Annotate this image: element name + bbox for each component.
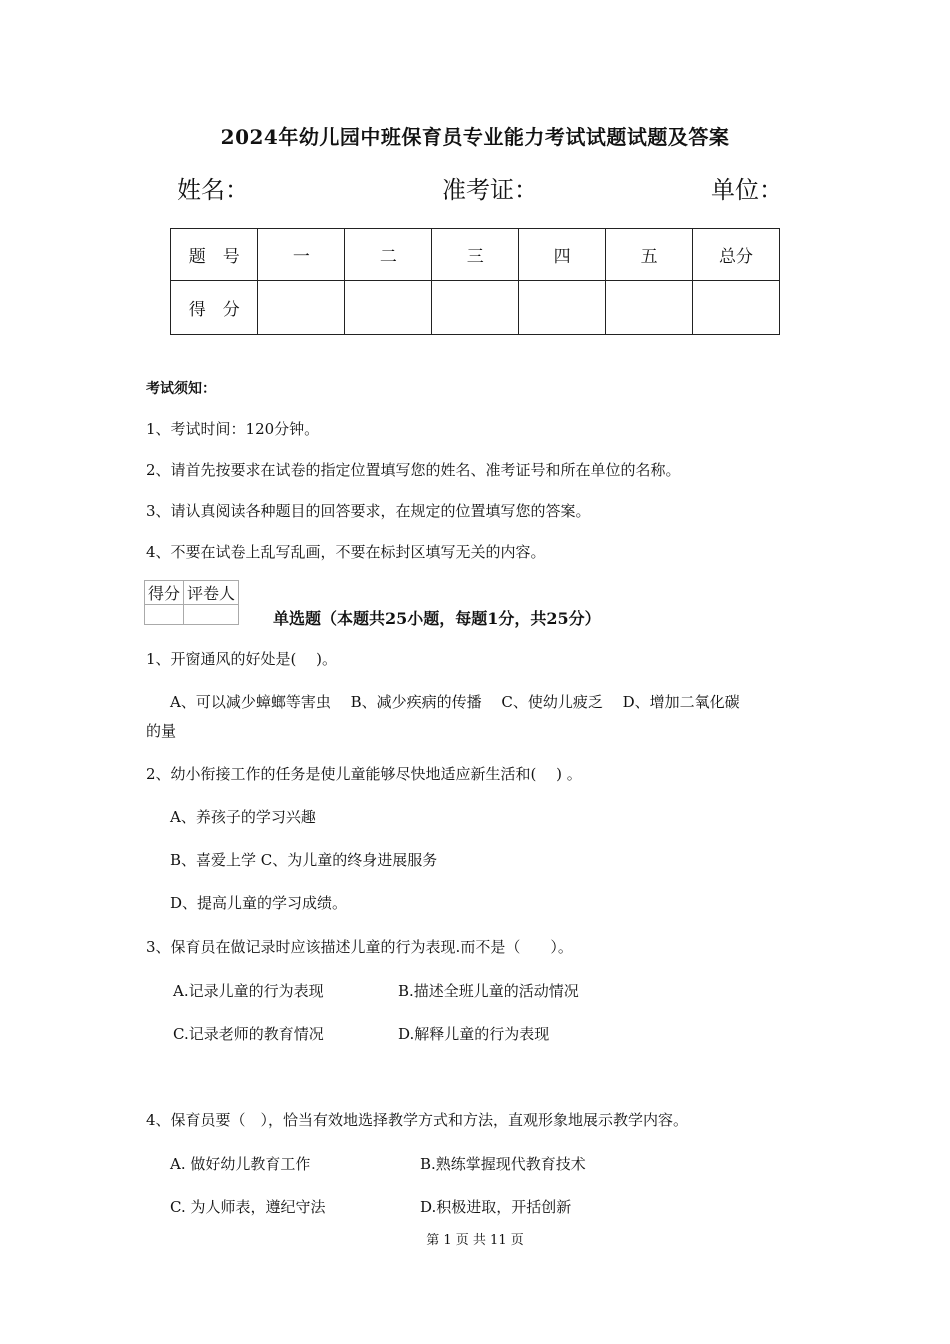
grader-name-cell [184,605,239,625]
score-table-header-cell: 五 [606,229,693,281]
score-cell [258,281,345,335]
score-table-score-row [171,281,780,335]
notice-item: 3、请认真阅读各种题目的回答要求，在规定的位置填写您的答案。 [146,502,591,520]
name-field-label: 姓名： [177,176,249,204]
question-1-options: A、可以减少蟑螂等害虫 B、减少疾病的传播 C、使幼儿疲乏 D、增加二氧化碳 [170,693,740,711]
notice-item: 2、请首先按要求在试卷的指定位置填写您的姓名、准考证号和所在单位的名称。 [146,461,681,479]
score-table-header-cell: 总分 [693,229,780,281]
question-2-option-a: A、养孩子的学习兴趣 [170,808,316,826]
question-4-option-a: A. 做好幼儿教育工作 [170,1155,311,1173]
question-4-option-d: D.积极进取，开括创新 [420,1198,572,1216]
notice-item: 1、考试时间：120分钟。 [146,420,320,438]
notice-item: 4、不要在试卷上乱写乱画，不要在标封区填写无关的内容。 [146,543,546,561]
page-footer: 第 1 页 共 11 页 [426,1233,524,1248]
question-1-options-wrap: 的量 [146,722,177,740]
question-2-option-bc: B、喜爱上学 C、为儿童的终身进展服务 [170,851,438,869]
question-4-stem: 4、保育员要（ ），恰当有效地选择教学方式和方法，直观形象地展示教学内容。 [146,1111,689,1129]
question-4-option-b: B.熟练掌握现代教育技术 [420,1155,586,1173]
score-table-header-cell: 一 [258,229,345,281]
question-2-option-d: D、提高儿童的学习成绩。 [170,894,348,912]
grader-score-cell [145,605,184,625]
score-table-header-cell: 三 [432,229,519,281]
question-3-option-a: A.记录儿童的行为表现 [173,982,324,1000]
section-title: 单选题（本题共25小题，每题1分，共25分） [273,609,601,628]
score-table-header-cell: 题 号 [171,229,258,281]
question-3-option-c: C.记录老师的教育情况 [173,1025,324,1043]
question-3-option-b: B.描述全班儿童的活动情况 [398,982,579,1000]
grader-score-label: 得分 [145,581,184,605]
score-cell [519,281,606,335]
question-1-stem: 1、开窗通风的好处是( )。 [146,650,338,668]
question-3-stem: 3、保育员在做记录时应该描述儿童的行为表现.而不是（ ）。 [146,938,573,956]
grader-box [144,580,239,625]
document-title: 2024年幼儿园中班保育员专业能力考试试题试题及答案 [220,125,730,149]
score-table-header-cell: 二 [345,229,432,281]
score-table-header-row [171,229,780,281]
question-2-stem: 2、幼小衔接工作的任务是使儿童能够尽快地适应新生活和( ) 。 [146,765,582,783]
score-table [170,228,780,335]
question-4-option-c: C. 为人师表，遵纪守法 [170,1198,326,1216]
grader-name-label: 评卷人 [184,581,239,605]
unit-field-label: 单位： [711,176,783,204]
notice-heading: 考试须知： [146,381,216,397]
score-table-header-cell: 四 [519,229,606,281]
score-cell [432,281,519,335]
score-cell [345,281,432,335]
score-row-label: 得 分 [171,281,258,335]
score-cell [606,281,693,335]
question-3-option-d: D.解释儿童的行为表现 [398,1025,550,1043]
score-cell [693,281,780,335]
exam-id-field-label: 准考证： [442,176,538,204]
